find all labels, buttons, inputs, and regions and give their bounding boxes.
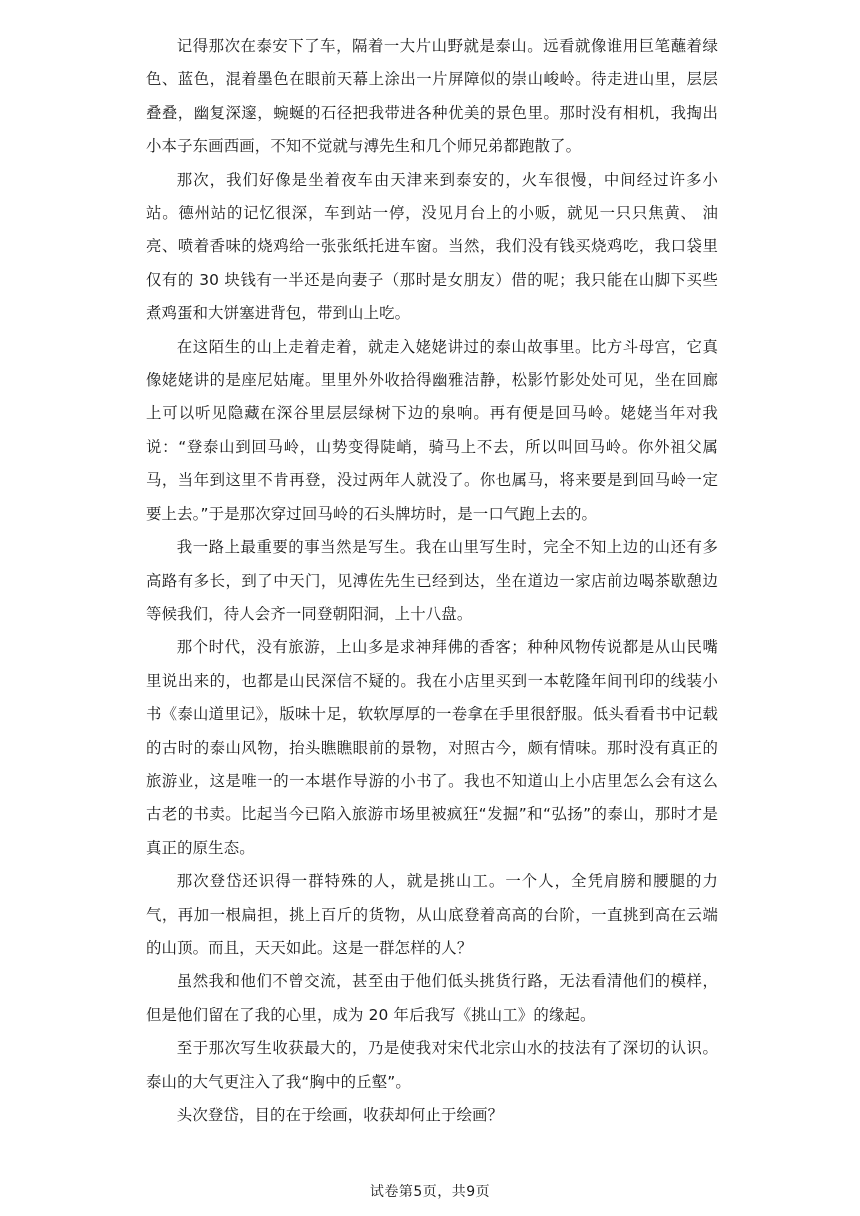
paragraph: 那个时代，没有旅游，上山多是求神拜佛的香客；种种风物传说都是从山民嘴里说出来的，也都是山民深信不疑的。我在小店里买到一本乾隆年间刊印的线装小书《泰山道里记》，版味十足，软软厚厚的一卷拿在手里很舒服。低头看看书中记载的古时的泰山风物，抬头瞧瞧眼前的景物，对照古今，颇有情味。那时没有真正的旅游业，这是唯一的一本堪作导游的小书了。我也不知道山上小店里怎么会有这么古老的书卖。比起当今已陷入旅游市场里被疯狂“发掘”和“弘扬”的泰山，那时才是真正的原生态。	[146, 638, 718, 857]
paragraph: 虽然我和他们不曾交流，甚至由于他们低头挑货行路，无法看清他们的模样，但是他们留在了我的心里，成为 20 年后我写《挑山工》的缘起。	[146, 972, 718, 1024]
paragraph: 那次登岱还识得一群特殊的人，就是挑山工。一个人，全凭肩膀和腰腿的力气，再加一根扁担，挑上百斤的货物，从山底登着高高的台阶，一直挑到高在云端的山顶。而且，天天如此。这是一群怎样的人？	[146, 872, 718, 957]
paragraph: 那次，我们好像是坐着夜车由天津来到泰安的，火车很慢，中间经过许多小站。德州站的记忆很深，车到站一停，没见月台上的小贩，就见一只只焦黄、 油亮、喷着香味的烧鸡给一张张纸托进车窗。当然，我们没有钱买烧鸡吃，我口袋里仅有的 30 块钱有一半还是向妻子（那时是女朋友）借的呢；我只能在山脚下买些煮鸡蛋和大饼塞进背包，带到山上吃。	[146, 170, 718, 323]
paragraph: 至于那次写生收获最大的，乃是使我对宋代北宗山水的技法有了深切的认识。泰山的大气更注入了我“胸中的丘壑”。	[146, 1039, 718, 1091]
page-footer: 试卷第5页，共9页	[369, 1184, 491, 1200]
paragraph: 头次登岱，目的在于绘画，收获却何止于绘画？	[176, 1106, 504, 1124]
paragraph: 在这陌生的山上走着走着，就走入姥姥讲过的泰山故事里。比方斗母宫，它真像姥姥讲的是座尼姑庵。里里外外收拾得幽雅洁静，松影竹影处处可见，坐在回廊上可以听见隐藏在深谷里层层绿树下边的泉响。再有便是回马岭。姥姥当年对我说：“登泰山到回马岭，山势变得陡峭，骑马上不去，所以叫回马岭。你外祖父属马，当年到这里不肯再登，没过两年人就没了。你也属马，将来要是到回马岭一定要上去。”于是那次穿过回马岭的石头牌坊时，是一口气跑上去的。	[146, 337, 718, 523]
paragraph: 记得那次在泰安下了车，隔着一大片山野就是泰山。远看就像谁用巨笔蘸着绿色、蓝色，混着墨色在眼前天幕上涂出一片屏障似的崇山峻岭。待走进山里，层层叠叠，幽复深邃，蜿蜒的石径把我带进各种优美的景色里。那时没有相机，我掏出小本子东画西画，不知不觉就与溥先生和几个师兄弟都跑散了。	[146, 37, 718, 156]
article-body	[146, 30, 718, 1132]
paragraph: 我一路上最重要的事当然是写生。我在山里写生时，完全不知上边的山还有多高路有多长，到了中天门，见溥佐先生已经到达，坐在道边一家店前边喝茶歇憩边等候我们，待人会齐一同登朝阳洞，上十八盘。	[146, 538, 718, 623]
